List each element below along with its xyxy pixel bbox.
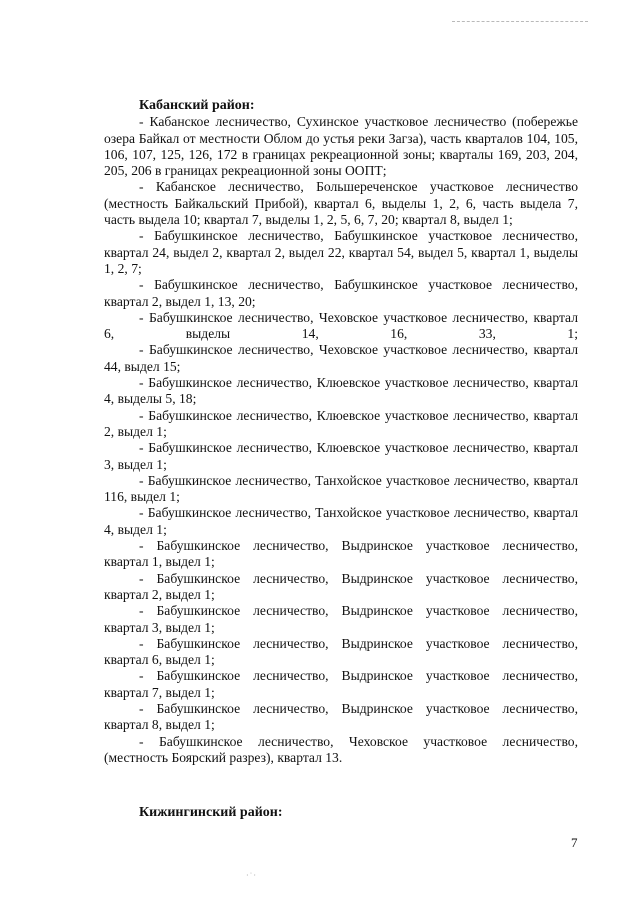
list-item: - Бабушкинское лесничество, Выдринское участковое лесничество, квартал 3, выдел 1; <box>104 603 578 635</box>
list-item: - Бабушкинское лесничество, Выдринское участковое лесничество, квартал 6, выдел 1; <box>104 635 578 668</box>
list-item: - Бабушкинское лесничество, Выдринское участковое лесничество, квартал 7, выдел 1; <box>104 668 578 700</box>
list-item: - Бабушкинское лесничество, Выдринское участковое лесничество, квартал 8, выдел 1; <box>104 700 578 733</box>
list-item: - Бабушкинское лесничество, Танхойское участковое лесничество, квартал 116, выдел 1; <box>104 472 578 505</box>
list-item: - Бабушкинское лесничество, Чеховское участковое лесничество, квартал 6, выделы 14, 16, 33, 1; <box>104 309 578 342</box>
list-item: - Кабанское лесничество, Сухинское участковое лесничество (побережье озера Байкал от местности Облом до устья реки Загза), часть кварталов 104, 105, 106, 107, 125, 126, 172 в границах рекреационной зоны; кварталы 169, 203, 204, 205, 206 в границах рекреационной зоны ООПТ; <box>104 114 578 179</box>
list-item: - Бабушкинское лесничество, Клюевское участковое лесничество, квартал 3, выдел 1; <box>104 440 578 472</box>
list-item: - Бабушкинское лесничество, Клюевское участковое лесничество, квартал 4, выделы 5, 18; <box>104 375 578 407</box>
list-item: - Бабушкинское лесничество, Клюевское участковое лесничество, квартал 2, выдел 1; <box>104 407 578 439</box>
list-item: - Кабанское лесничество, Большереченское участковое лесничество (местность Байкальский Прибой), квартал 6, выделы 1, 2, 6, часть выдела 7, часть выдела 10; квартал 7, выделы 1, 2, 5, 6, 7, 20; квартал 8, выдел 1; <box>104 179 578 228</box>
list-item: - Бабушкинское лесничество, Чеховское участковое лесничество, квартал 44, выдел 15; <box>104 342 578 374</box>
section-heading-kabansky: Кабанский район: <box>139 98 255 113</box>
list-item: - Бабушкинское лесничество, Выдринское участковое лесничество, квартал 1, выдел 1; <box>104 538 578 570</box>
list-item: - Бабушкинское лесничество, Бабушкинское участковое лесничество, квартал 2, выдел 1, 13, 20; <box>104 277 578 309</box>
list-item: - Бабушкинское лесничество, Чеховское участковое лесничество, (местность Боярский разрез), квартал 13. <box>104 733 578 765</box>
list-item: - Бабушкинское лесничество, Танхойское участковое лесничество, квартал 4, выдел 1; <box>104 505 578 537</box>
list-item: - Бабушкинское лесничество, Бабушкинское участковое лесничество, квартал 24, выдел 2, квартал 2, выдел 22, квартал 54, выдел 5, квартал 1, выделы 1, 2, 7; <box>104 228 578 276</box>
scan-artifact-line <box>452 21 588 22</box>
page-body <box>104 98 578 766</box>
section-heading-kizhinginsky: Кижингинский район: <box>139 805 283 820</box>
list-item: - Бабушкинское лесничество, Выдринское участковое лесничество, квартал 2, выдел 1; <box>104 570 578 602</box>
page-number: 7 <box>571 835 578 850</box>
scan-speck: ·˙· <box>246 871 257 880</box>
